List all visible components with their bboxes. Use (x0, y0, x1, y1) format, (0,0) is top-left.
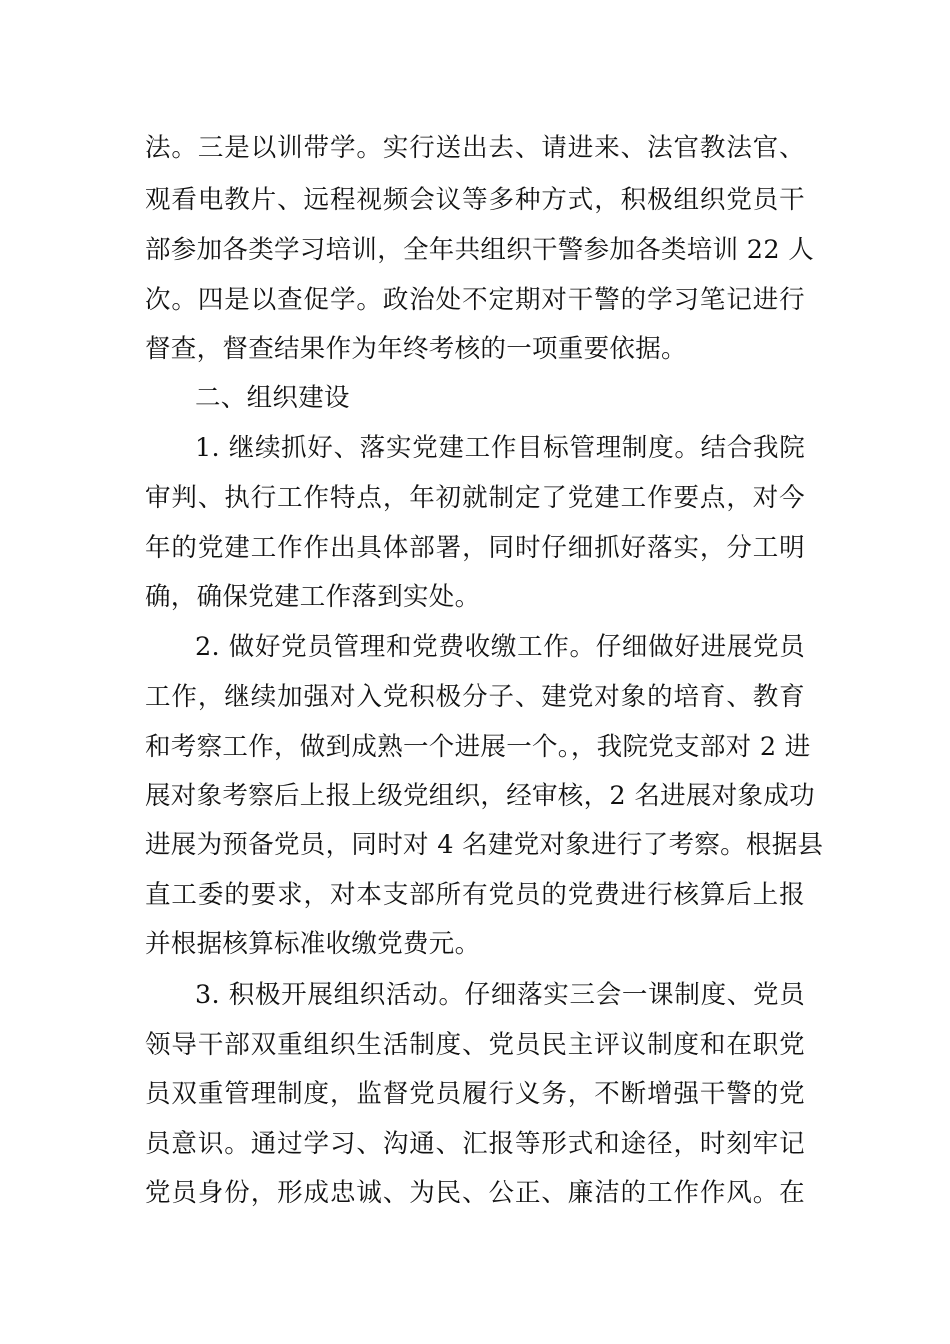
paragraph-line: 领导干部双重组织生活制度、党员民主评议制度和在职党 (145, 1030, 805, 1060)
paragraph-line: 2. 做好党员管理和党费收缴工作。仔细做好进展党员 (195, 632, 805, 662)
paragraph-line: 3. 积极开展组织活动。仔细落实三会一课制度、党员 (195, 980, 805, 1010)
section-heading: 二、组织建设 (195, 383, 350, 413)
paragraph-line: 法。三是以训带学。实行送出去、请进来、法官教法官、 (145, 133, 805, 163)
paragraph-line: 1. 继续抓好、落实党建工作目标管理制度。结合我院 (195, 433, 805, 463)
paragraph-line: 督查，督查结果作为年终考核的一项重要依据。 (145, 334, 687, 364)
paragraph-line: 确，确保党建工作落到实处。 (145, 582, 481, 612)
paragraph-line: 部参加各类学习培训，全年共组织干警参加各类培训 22 人 (145, 235, 815, 265)
paragraph-line: 员双重管理制度，监督党员履行义务，不断增强干警的党 (145, 1079, 805, 1109)
paragraph-line: 党员身份，形成忠诚、为民、公正、廉洁的工作作风。在 (145, 1178, 805, 1208)
paragraph-line: 展对象考察后上报上级党组织，经审核，2 名进展对象成功 (145, 781, 815, 811)
paragraph-line: 年的党建工作作出具体部署，同时仔细抓好落实，分工明 (145, 533, 805, 563)
paragraph-line: 员意识。通过学习、沟通、汇报等形式和途径，时刻牢记 (145, 1129, 805, 1159)
paragraph-line: 次。四是以查促学。政治处不定期对干警的学习笔记进行 (145, 285, 805, 315)
paragraph-line: 观看电教片、远程视频会议等多种方式，积极组织党员干 (145, 185, 805, 215)
paragraph-line: 进展为预备党员，同时对 4 名建党对象进行了考察。根据县 (145, 830, 824, 860)
paragraph-line: 并根据核算标准收缴党费元。 (145, 929, 481, 959)
paragraph-line: 工作，继续加强对入党积极分子、建党对象的培育、教育 (145, 682, 805, 712)
paragraph-line: 直工委的要求，对本支部所有党员的党费进行核算后上报 (145, 880, 805, 910)
paragraph-line: 和考察工作，做到成熟一个进展一个。，我院党支部对 2 进 (145, 732, 811, 762)
paragraph-line: 审判、执行工作特点，年初就制定了党建工作要点，对今 (145, 483, 805, 513)
